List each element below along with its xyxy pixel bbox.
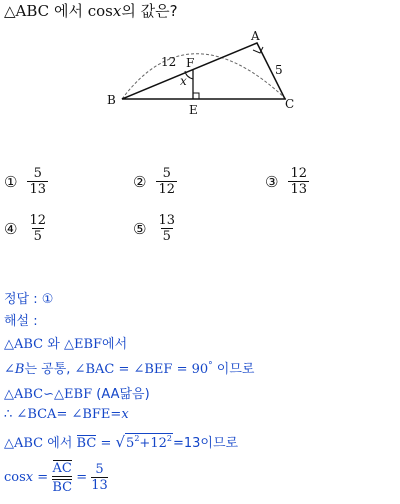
label-5: 5 — [275, 63, 283, 77]
angle-equation: ∠BAC = ∠BEF = 90 — [74, 362, 209, 377]
label-x: x — [180, 74, 187, 88]
choice-5[interactable] — [133, 214, 177, 244]
label-f: F — [186, 56, 195, 70]
denominator: 13 — [91, 478, 108, 493]
triangle-figure — [0, 20, 400, 120]
solution-line-4 — [4, 407, 129, 422]
denominator: 12 — [158, 182, 175, 197]
segment-bc-denominator — [52, 476, 72, 495]
choice-number: ② — [133, 173, 147, 191]
angle-b: ∠B — [4, 362, 25, 377]
equals-sign: = — [76, 470, 88, 485]
radicand — [125, 433, 173, 451]
solution-line-6 — [4, 460, 108, 495]
choice-number: ④ — [4, 220, 18, 238]
segment-bc: BC — [52, 480, 73, 495]
question-text — [4, 0, 178, 21]
aa-reason: (AA닮음) — [96, 387, 150, 402]
angle-equation: ∠BCA= ∠BFE= — [16, 407, 122, 422]
denominator: 13 — [29, 182, 46, 197]
similar-symbol: ∽ — [43, 387, 55, 402]
wa-text: 와 — [47, 337, 60, 352]
choice-1[interactable] — [4, 167, 48, 197]
fraction — [288, 167, 309, 197]
choice-number: ③ — [265, 173, 279, 191]
solution-line-5 — [4, 432, 238, 451]
triangle-abc-text: △ABC — [4, 387, 44, 402]
exponent: 2 — [166, 434, 172, 443]
therefore-text: 이므로 — [216, 362, 255, 377]
x-variable: x — [121, 407, 129, 422]
x-variable: x — [25, 470, 34, 485]
numerator: 5 — [162, 166, 171, 181]
denominator: 5 — [162, 229, 171, 244]
cos-label: cos — [4, 470, 26, 485]
segment-bc: BC — [76, 436, 97, 451]
triangle-abc-text: △ABC — [4, 436, 44, 451]
eseo-text: 에서 — [102, 337, 128, 352]
radicand-12: +12 — [139, 436, 167, 451]
solution-line-2 — [4, 358, 254, 377]
fraction — [27, 214, 48, 244]
denominator: 5 — [33, 229, 42, 244]
exponent: 2 — [134, 434, 140, 443]
result-text: =13이므로 — [172, 436, 239, 451]
label-b: B — [107, 93, 116, 107]
numerator: 5 — [95, 462, 104, 477]
equals-sign: = — [37, 470, 49, 485]
fraction — [156, 214, 177, 244]
label-e: E — [189, 103, 198, 117]
question-tail: 의 값은? — [121, 2, 178, 20]
cos-label: cos — [87, 2, 113, 20]
explanation-label: 해설 : — [4, 314, 38, 329]
triangle-ebf-text: △EBF — [63, 337, 103, 352]
triangle-symbol: △ — [4, 2, 16, 20]
solution-line-3 — [4, 383, 150, 402]
square-root: √ $5^2+12^2$ — [115, 433, 172, 451]
choice-number: ① — [4, 173, 18, 191]
choice-number: ⑤ — [133, 220, 147, 238]
question-eseo: 에서 — [53, 2, 83, 20]
segment-fraction — [52, 460, 72, 495]
therefore-symbol: ∴ — [4, 407, 13, 422]
equals-sign: = — [100, 436, 112, 451]
right-angle-e — [193, 93, 199, 99]
eseo-text: 에서 — [47, 436, 73, 451]
numerator: 12 — [290, 166, 307, 181]
fraction — [156, 167, 177, 197]
triangle-name: ABC — [15, 2, 50, 20]
choice-2[interactable] — [133, 167, 177, 197]
radicand-5: 5 — [126, 436, 135, 451]
triangle-abc-text: △ABC — [4, 337, 44, 352]
numerator: 5 — [33, 166, 42, 181]
x-variable: x — [112, 2, 122, 20]
result-fraction — [91, 462, 108, 493]
segment-ac: AC — [52, 461, 72, 476]
dashed-arc — [122, 54, 287, 100]
fraction — [27, 167, 48, 197]
common-text: 는 공통, — [24, 362, 71, 377]
numerator: 13 — [158, 213, 175, 228]
label-a: A — [251, 29, 260, 43]
denominator: 13 — [290, 182, 307, 197]
label-12: 12 — [161, 55, 177, 69]
label-c: C — [285, 97, 295, 111]
solution-line-1 — [4, 333, 127, 352]
degree-sign: ° — [208, 361, 213, 371]
triangle-ebf-text: △EBF — [54, 387, 93, 402]
choice-3[interactable] — [265, 167, 309, 197]
numerator: 12 — [29, 213, 46, 228]
choice-4[interactable] — [4, 214, 48, 244]
answer-line: 정답 : ① — [4, 292, 54, 307]
